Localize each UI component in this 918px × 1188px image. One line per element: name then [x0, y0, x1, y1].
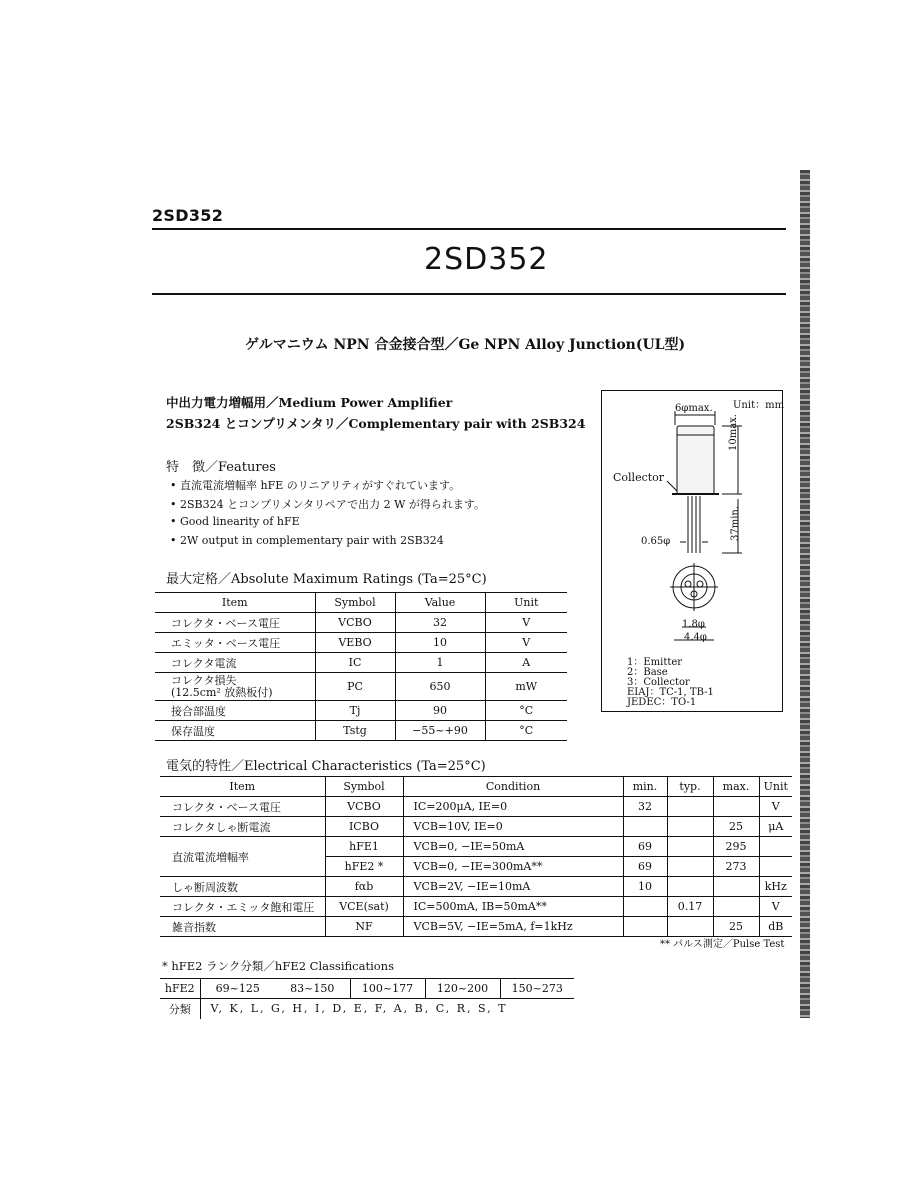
cell-symbol: ICBO — [325, 817, 403, 837]
table-row — [160, 797, 792, 817]
cell-value: 32 — [395, 613, 485, 633]
cell-max: 25 — [713, 817, 759, 837]
cell-unit: μA — [759, 817, 792, 837]
table-header-row — [155, 593, 567, 613]
table-row — [155, 721, 567, 741]
cell-unit: V — [485, 633, 567, 653]
eiaj-label: EIAJ：TC-1, TB-1 — [627, 687, 714, 698]
feature-text: Good linearity of hFE — [180, 515, 300, 528]
table-row — [160, 897, 792, 917]
cell-unit: kHz — [759, 877, 792, 897]
table-row — [155, 701, 567, 721]
cell-max — [713, 877, 759, 897]
cell-item: 保存温度 — [155, 721, 315, 741]
cell-label: hFE2 — [160, 979, 200, 999]
cell-unit: V — [759, 797, 792, 817]
feature-text: 直流電流増幅率 hFE のリニアリティがすぐれています。 — [180, 479, 461, 492]
cell-max — [713, 897, 759, 917]
scan-edge-artifact — [800, 170, 810, 1018]
cell-condition: VCB=2V, −IE=10mA — [403, 877, 623, 897]
feature-item: • Good linearity of hFE — [170, 515, 300, 528]
electrical-characteristics-table — [160, 776, 792, 937]
col-header-item: Item — [155, 593, 315, 613]
cell-condition: IC=200μA, IE=0 — [403, 797, 623, 817]
cell-condition: IC=500mA, IB=50mA** — [403, 897, 623, 917]
cell-range: 100~177 — [350, 979, 425, 999]
table-row — [160, 837, 792, 857]
table-row — [155, 653, 567, 673]
features-title: 特 徴／Features — [166, 460, 276, 475]
cell-symbol: Tstg — [315, 721, 395, 741]
cell-symbol: NF — [325, 917, 403, 937]
cell-condition: VCB=10V, IE=0 — [403, 817, 623, 837]
cell-item: エミッタ・ベース電圧 — [155, 633, 315, 653]
title-rule — [152, 293, 786, 295]
table-row — [155, 613, 567, 633]
cell-min — [623, 917, 667, 937]
cell-max: 273 — [713, 857, 759, 877]
cell-symbol: IC — [315, 653, 395, 673]
table-row — [160, 979, 574, 999]
dim-diameter: 6φmax. — [675, 403, 713, 414]
col-header-max: max. — [713, 777, 759, 797]
classification-table — [160, 978, 574, 1019]
cell-typ — [667, 917, 713, 937]
cell-typ: 0.17 — [667, 897, 713, 917]
pin-hole-1 — [685, 581, 691, 587]
cell-symbol: VEBO — [315, 633, 395, 653]
cell-range: 83~150 — [275, 979, 350, 999]
table-row — [160, 999, 574, 1019]
cell-min — [623, 897, 667, 917]
col-header-item: Item — [160, 777, 325, 797]
cell-label: 分類 — [168, 1002, 191, 1016]
cell-symbol: VCBO — [325, 797, 403, 817]
pulse-test-footnote: ** パルス測定／Pulse Test — [660, 939, 785, 950]
cell-item: コレクタ・ベース電圧 — [160, 797, 325, 817]
cell-condition: VCB=5V, −IE=5mA, f=1kHz — [403, 917, 623, 937]
jedec-label: JEDEC：TO-1 — [627, 697, 697, 708]
cell-min: 69 — [623, 857, 667, 877]
header-model-number: 2SD352 — [152, 206, 224, 225]
table-row — [160, 917, 792, 937]
abs-max-title: 最大定格／Absolute Maximum Ratings (Ta=25°C) — [166, 572, 487, 587]
cell-max: 25 — [713, 917, 759, 937]
cell-value: 650 — [395, 673, 485, 701]
col-header-symbol: Symbol — [315, 593, 395, 613]
cell-item — [155, 673, 315, 701]
cell-value: 10 — [395, 633, 485, 653]
unit-label: Unit：mm — [733, 400, 785, 411]
col-header-min: min. — [623, 777, 667, 797]
cell-ranks: V, K, L, G, H, I, D, E, F, A, B, C, R, S, T — [200, 999, 574, 1019]
package-outline-box — [601, 390, 783, 712]
pin-legend-base: 2：Base — [627, 667, 668, 678]
cell-typ — [667, 857, 713, 877]
cell-symbol: PC — [315, 673, 395, 701]
cell-item: 直流電流増幅率 — [160, 837, 325, 877]
cell-symbol: hFE2 * — [325, 857, 403, 877]
dim-lead-length: 37min. — [730, 505, 741, 541]
cell-range: 120~200 — [425, 979, 500, 999]
cell-item: しゃ断周波数 — [160, 877, 325, 897]
cell-item: コレクタ電流 — [155, 653, 315, 673]
table-row — [155, 673, 567, 701]
cell-item: コレクタ・ベース電圧 — [155, 613, 315, 633]
feature-item: • 2W output in complementary pair with 2SB324 — [170, 534, 444, 547]
cell-item: 雑音指数 — [160, 917, 325, 937]
collector-label: Collector — [613, 471, 665, 484]
cell-max: 295 — [713, 837, 759, 857]
col-header-unit: Unit — [759, 777, 792, 797]
feature-item: • 2SB324 とコンプリメンタリペアで出力 2 W が得られます。 — [170, 498, 486, 511]
cell-unit — [759, 857, 792, 877]
cell-value: 90 — [395, 701, 485, 721]
cell-unit: °C — [485, 721, 567, 741]
cell-unit: A — [485, 653, 567, 673]
col-header-unit: Unit — [485, 593, 567, 613]
cell-typ — [667, 877, 713, 897]
cell-unit: V — [759, 897, 792, 917]
table-row — [160, 877, 792, 897]
cell-min: 10 — [623, 877, 667, 897]
page-title: 2SD352 — [424, 242, 549, 277]
cell-range: 69~125 — [200, 979, 275, 999]
cell-symbol: hFE1 — [325, 837, 403, 857]
cell-min — [623, 817, 667, 837]
cell-condition: VCB=0, −IE=300mA** — [403, 857, 623, 877]
feature-text: 2SB324 とコンプリメンタリペアで出力 2 W が得られます。 — [180, 498, 486, 511]
cell-value: 1 — [395, 653, 485, 673]
cell-symbol: fαb — [325, 877, 403, 897]
cell-item: コレクタ・エミッタ飽和電圧 — [160, 897, 325, 917]
classification-title: * hFE2 ランク分類／hFE2 Classifications — [162, 959, 394, 973]
application-line-1: 中出力電力増幅用／Medium Power Amplifier — [166, 395, 453, 410]
cell-symbol: VCBO — [315, 613, 395, 633]
abs-max-table — [155, 592, 567, 741]
transistor-outline-drawing — [602, 391, 784, 713]
cell-unit: mW — [485, 673, 567, 701]
cell-unit: V — [485, 613, 567, 633]
header-rule — [152, 228, 786, 230]
table-row — [155, 633, 567, 653]
cell-symbol: Tj — [315, 701, 395, 721]
cell-typ — [667, 817, 713, 837]
device-type-subtitle: ゲルマニウム NPN 合金接合型／Ge NPN Alloy Junction(UL型) — [245, 337, 686, 353]
col-header-symbol: Symbol — [325, 777, 403, 797]
col-header-value: Value — [395, 593, 485, 613]
table-row — [160, 817, 792, 837]
cell-condition: VCB=0, −IE=50mA — [403, 837, 623, 857]
col-header-typ: typ. — [667, 777, 713, 797]
cell-min: 32 — [623, 797, 667, 817]
cell-typ — [667, 797, 713, 817]
cell-item: 接合部温度 — [155, 701, 315, 721]
cell-item-line1: コレクタ損失 — [171, 673, 237, 687]
cell-max — [713, 797, 759, 817]
cell-value: −55~+90 — [395, 721, 485, 741]
feature-item: • 直流電流増幅率 hFE のリニアリティがすぐれています。 — [170, 479, 461, 492]
pin-legend-emitter: 1：Emitter — [627, 657, 683, 668]
cell-unit — [759, 837, 792, 857]
cell-unit: dB — [759, 917, 792, 937]
transistor-body — [677, 426, 714, 494]
dim-height: 10max. — [728, 414, 739, 451]
pin-hole-2 — [697, 581, 703, 587]
application-line-2: 2SB324 とコンプリメンタリ／Complementary pair with 2SB324 — [166, 416, 586, 431]
cell-unit: °C — [485, 701, 567, 721]
cell-typ — [667, 837, 713, 857]
cell-range: 150~273 — [500, 979, 574, 999]
cell-item: コレクタしゃ断電流 — [160, 817, 325, 837]
dim-lead-dia: 0.65φ — [641, 536, 671, 547]
pin-legend-collector: 3：Collector — [627, 677, 690, 688]
cell-min: 69 — [623, 837, 667, 857]
collector-pointer — [667, 481, 677, 491]
feature-text: 2W output in complementary pair with 2SB324 — [180, 534, 444, 547]
electrical-title: 電気的特性／Electrical Characteristics (Ta=25°C) — [166, 759, 486, 774]
dim-pitch: 1.8φ — [682, 619, 705, 630]
cell-item-line2: (12.5cm² 放熱板付) — [171, 685, 273, 699]
col-header-condition: Condition — [403, 777, 623, 797]
cell-symbol: VCE(sat) — [325, 897, 403, 917]
table-header-row — [160, 777, 792, 797]
dim-circle: 4.4φ — [684, 632, 707, 643]
